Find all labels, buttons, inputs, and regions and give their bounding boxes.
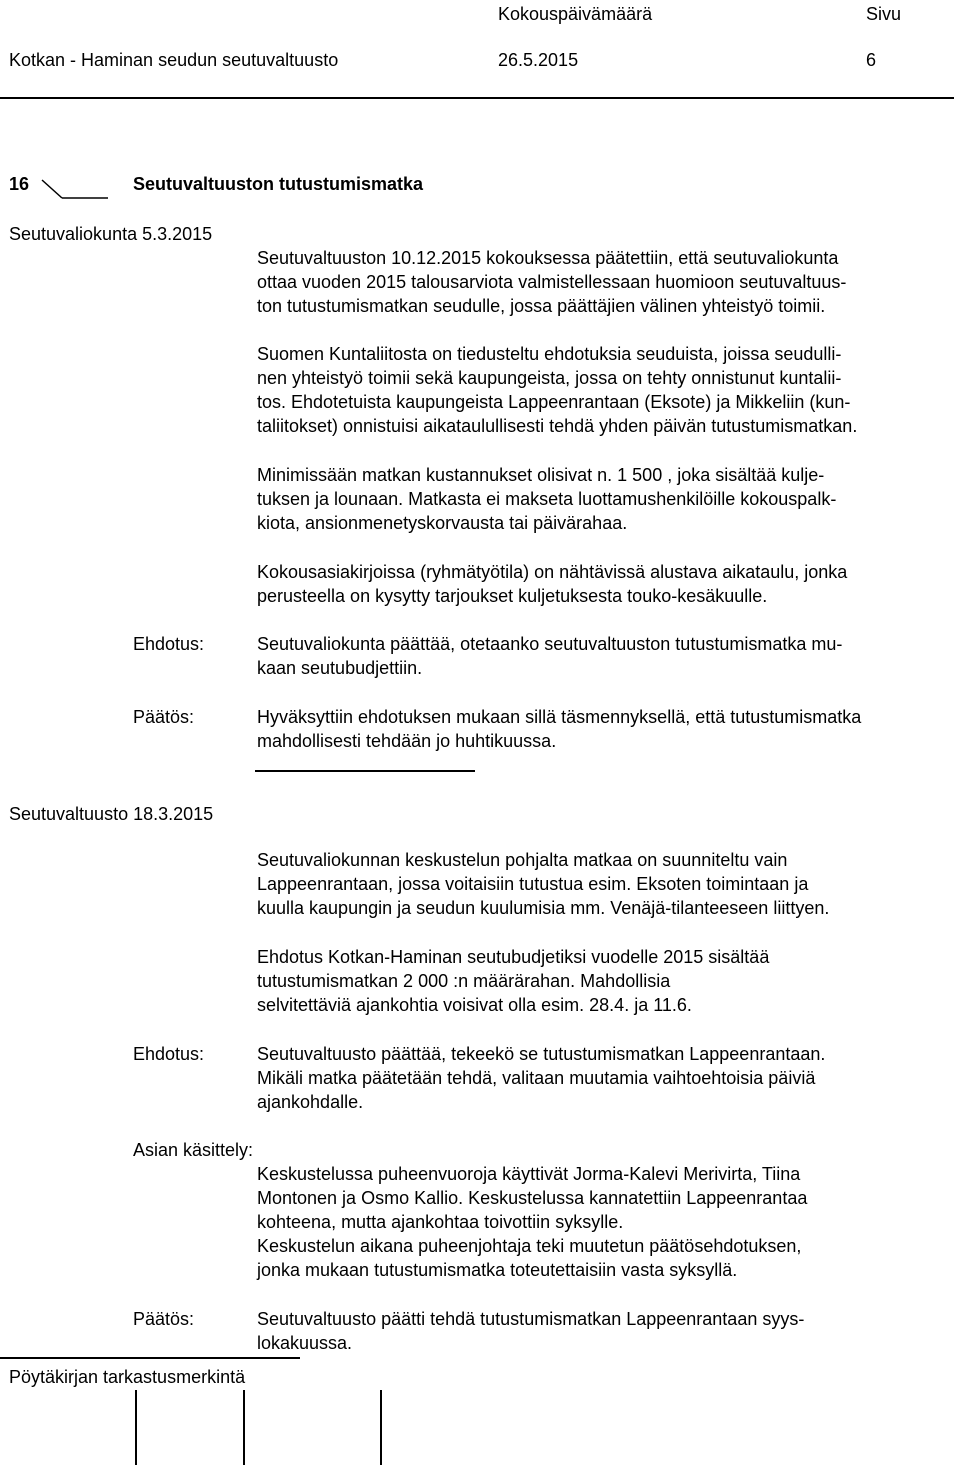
- text-line: Keskustelun aikana puheenjohtaja teki muutetun päätösehdotuksen,: [257, 1236, 802, 1256]
- text-line: taliitokset) onnistuisi aikataulullisesti tehdä yhden päivän tutustumismatkan.: [257, 416, 858, 436]
- text-line: ajankohdalle.: [257, 1092, 364, 1112]
- footer-rule: [0, 1357, 300, 1359]
- text-line: tos. Ehdotetuista kaupungeista Lappeenrantaan (Eksote) ja Mikkeliin (kun-: [257, 392, 851, 412]
- signature-box-divider: [135, 1390, 137, 1465]
- text-line: Montonen ja Osmo Kallio. Keskustelussa kannatettiin Lappeenrantaa: [257, 1188, 808, 1208]
- text-line: ottaa vuoden 2015 talousarviota valmistellessaan huomioon seutuvaltuus-: [257, 272, 847, 292]
- text-line: Minimissään matkan kustannukset olisivat n. 1 500 , joka sisältää kulje-: [257, 465, 825, 485]
- header-page-number: 6: [866, 50, 877, 70]
- block1-decision: [257, 705, 861, 753]
- text-line: perusteella on kysytty tarjoukset kuljetuksesta touko-kesäkuulle.: [257, 586, 768, 606]
- text-line: Mikäli matka päätetään tehdä, valitaan muutamia vaihtoehtoisia päiviä: [257, 1068, 816, 1088]
- text-line: kohteena, mutta ajankohtaa toivottiin syksylle.: [257, 1212, 624, 1232]
- block2-handling: [257, 1162, 807, 1282]
- text-line: kiota, ansionmenetyskorvausta tai päivärahaa.: [257, 513, 628, 533]
- block-divider: [255, 770, 475, 772]
- text-line: Suomen Kuntaliitosta on tiedusteltu ehdotuksia seuduista, joissa seudulli-: [257, 344, 842, 364]
- block1-proposal: [257, 632, 842, 680]
- text-line: kaan seutubudjettiin.: [257, 658, 423, 678]
- text-line: tuksen ja lounaan. Matkasta ei makseta luottamushenkilöille kokouspalk-: [257, 489, 837, 509]
- signature-box-divider: [380, 1390, 382, 1465]
- text-line: Lappeenrantaan, jossa voitaisiin tutustua esim. Eksoten toimintaan ja: [257, 874, 809, 894]
- decision-label: Päätös:: [133, 1309, 195, 1329]
- block1-paragraph-1: [257, 246, 846, 318]
- section-number: 16: [9, 174, 30, 194]
- meeting-label-seutuvaltuusto: Seutuvaltuusto 18.3.2015: [9, 804, 214, 824]
- text-line: mahdollisesti tehdään jo huhtikuussa.: [257, 731, 557, 751]
- text-line: selvitettäviä ajankohtia voisivat olla esim. 28.4. ja 11.6.: [257, 995, 692, 1015]
- text-line: Seutuvaltuusto päätti tehdä tutustumismatkan Lappeenrantaan syys-: [257, 1309, 805, 1329]
- text-line: Seutuvaliokunnan keskustelun pohjalta matkaa on suunniteltu vain: [257, 850, 788, 870]
- header-date: 26.5.2015: [498, 50, 579, 70]
- signature-box-divider: [243, 1390, 245, 1465]
- text-line: Seutuvaltuusto päättää, tekeekö se tutustumismatkan Lappeenrantaan.: [257, 1044, 826, 1064]
- header-page-label: Sivu: [866, 4, 902, 24]
- proposal-label: Ehdotus:: [133, 634, 205, 654]
- header-rule: [0, 97, 954, 99]
- text-line: ton tutustumismatkan seudulle, jossa päättäjien välinen yhteistyö toimii.: [257, 296, 826, 316]
- text-line: Kokousasiakirjoissa (ryhmätyötila) on nähtävissä alustava aikataulu, jonka: [257, 562, 848, 582]
- text-line: lokakuussa.: [257, 1333, 353, 1353]
- text-line: nen yhteistyö toimii sekä kaupungeista, jossa on tehty onnistunut kuntalii-: [257, 368, 842, 388]
- header-date-label: Kokouspäivämäärä: [498, 4, 653, 24]
- section-sign-icon: [40, 170, 110, 204]
- text-line: Seutuvaltuuston 10.12.2015 kokouksessa päätettiin, että seutuvaliokunta: [257, 248, 839, 268]
- handling-label: Asian käsittely:: [133, 1140, 254, 1160]
- footer-label: Pöytäkirjan tarkastusmerkintä: [9, 1367, 246, 1387]
- meeting-label-seutuvaliokunta: Seutuvaliokunta 5.3.2015: [9, 224, 213, 244]
- block1-paragraph-3: [257, 463, 836, 535]
- text-line: Hyväksyttiin ehdotuksen mukaan sillä täsmennyksellä, että tutustumismatka: [257, 707, 862, 727]
- block2-paragraph-2: [257, 945, 769, 1017]
- text-line: Keskustelussa puheenvuoroja käyttivät Jorma-Kalevi Merivirta, Tiina: [257, 1164, 801, 1184]
- proposal-label: Ehdotus:: [133, 1044, 205, 1064]
- text-line: Seutuvaliokunta päättää, otetaanko seutuvaltuuston tutustumismatka mu-: [257, 634, 843, 654]
- text-line: kuulla kaupungin ja seudun kuulumisia mm. Venäjä-tilanteeseen liittyen.: [257, 898, 830, 918]
- block2-proposal: [257, 1042, 825, 1114]
- block2-paragraph-1: [257, 848, 829, 920]
- block2-decision: [257, 1307, 804, 1355]
- block1-paragraph-2: [257, 342, 857, 438]
- text-line: Ehdotus Kotkan-Haminan seutubudjetiksi vuodelle 2015 sisältää: [257, 947, 770, 967]
- text-line: jonka mukaan tutustumismatka toteutettaisiin vasta syksyllä.: [257, 1260, 738, 1280]
- section-title: Seutuvaltuuston tutustumismatka: [133, 174, 424, 194]
- header-organization: Kotkan - Haminan seudun seutuvaltuusto: [9, 50, 339, 70]
- decision-label: Päätös:: [133, 707, 195, 727]
- block1-paragraph-4: [257, 560, 847, 608]
- text-line: tutustumismatkan 2 000 :n määrärahan. Mahdollisia: [257, 971, 671, 991]
